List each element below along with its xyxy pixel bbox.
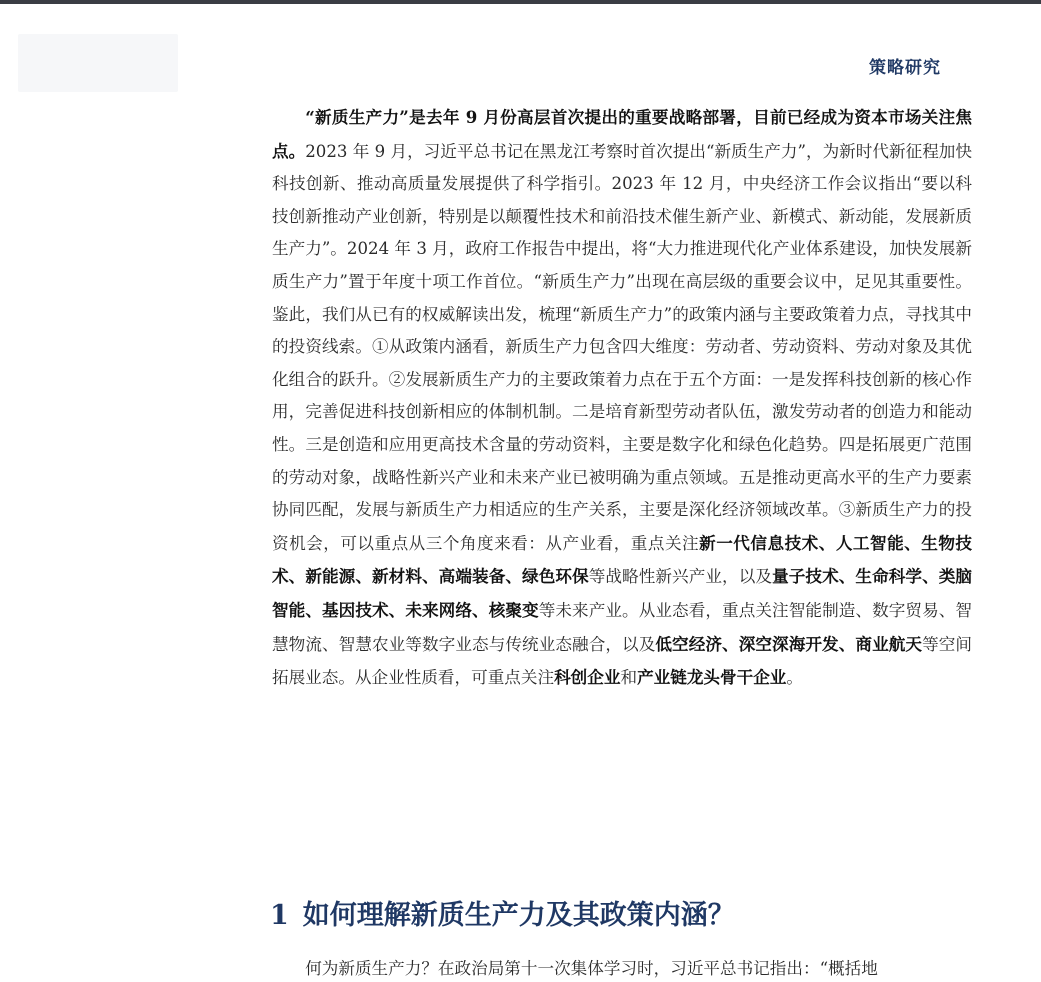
intro-text-5: 和 bbox=[620, 668, 638, 688]
intro-bold-future-industries: 量子技术、生命科学、类脑智能、基因技术、未来网络、核聚变 bbox=[272, 566, 973, 620]
intro-text-4: 等空间拓展业态。从企业性质看，可重点关注 bbox=[272, 634, 973, 688]
top-border-bar bbox=[0, 0, 1041, 4]
logo-placeholder bbox=[18, 34, 178, 92]
intro-text-6: 。 bbox=[786, 668, 803, 688]
intro-text-2: 等战略性新兴产业，以及 bbox=[588, 567, 773, 587]
section-heading bbox=[270, 893, 735, 932]
intro-paragraph bbox=[272, 101, 972, 695]
intro-bold-space-formats: 低空经济、深空深海开发、商业航天 bbox=[655, 633, 923, 654]
header-section-label: 策略研究 bbox=[869, 58, 941, 78]
intro-lead-bold: “新质生产力”是去年 9 月份高层首次提出的重要战略部署，目前已经成为资本市场关注焦点。 bbox=[272, 107, 972, 161]
section-title: 如何理解新质生产力及其政策内涵？ bbox=[302, 900, 735, 931]
intro-bold-chain-leaders: 产业链龙头骨干企业 bbox=[637, 667, 787, 688]
intro-paragraph-block bbox=[272, 101, 972, 695]
intro-text-1: 2023 年 9 月，习近平总书记在黑龙江考察时首次提出“新质生产力”，为新时代新征程加快科技创新、推动高质量发展提供了科学指引。2023 年 12 月，中央经济工作会议指出“要以科技创新推动产业创新，特别是以颠覆性技术和前沿技术催生新产业、新模式、新动能，发展新质生产力”。2024 年 3 月，政府工作报告中提出，将“大力推进现代化产业体系建设，加快发展新质生产力”置于年度十项工作首位。“新质生产力”出现在高层级的重要会议中，足见其重要性。鉴此，我们从已有的权威解读出发，梳理“新质生产力”的政策内涵与主要政策着力点，寻找其中的投资线索。①从政策内涵看，新质生产力包含四大维度：劳动者、劳动资料、劳动对象及其优化组合的跃升。②发展新质生产力的主要政策着力点在于五个方面：一是发挥科技创新的核心作用，完善促进科技创新相应的体制机制。二是培育新型劳动者队伍，激发劳动者的创造力和能动性。三是创造和应用更高技术含量的劳动资料，主要是数字化和绿色化趋势。四是拓展更广范围的劳动对象，战略性新兴产业和未来产业已被明确为重点领域。五是推动更高水平的生产力要素协同匹配，发展与新质生产力相适应的生产关系，主要是深化经济领域改革。③新质生产力的投资机会，可以重点从三个角度来看：从产业看，重点关注 bbox=[272, 141, 973, 553]
section-number: 1 bbox=[270, 900, 289, 931]
intro-bold-emerging-industries: 新一代信息技术、人工智能、生物技术、新能源、新材料、高端装备、绿色环保 bbox=[272, 532, 973, 587]
intro-text-3: 等未来产业。从业态看，重点关注智能制造、数字贸易、智慧物流、智慧农业等数字业态与传统业态融合，以及 bbox=[272, 600, 973, 654]
intro-bold-tech-companies: 科创企业 bbox=[554, 667, 621, 688]
section-first-paragraph: 何为新质生产力？在政治局第十一次集体学习时，习近平总书记指出：“概括地 bbox=[305, 959, 878, 978]
